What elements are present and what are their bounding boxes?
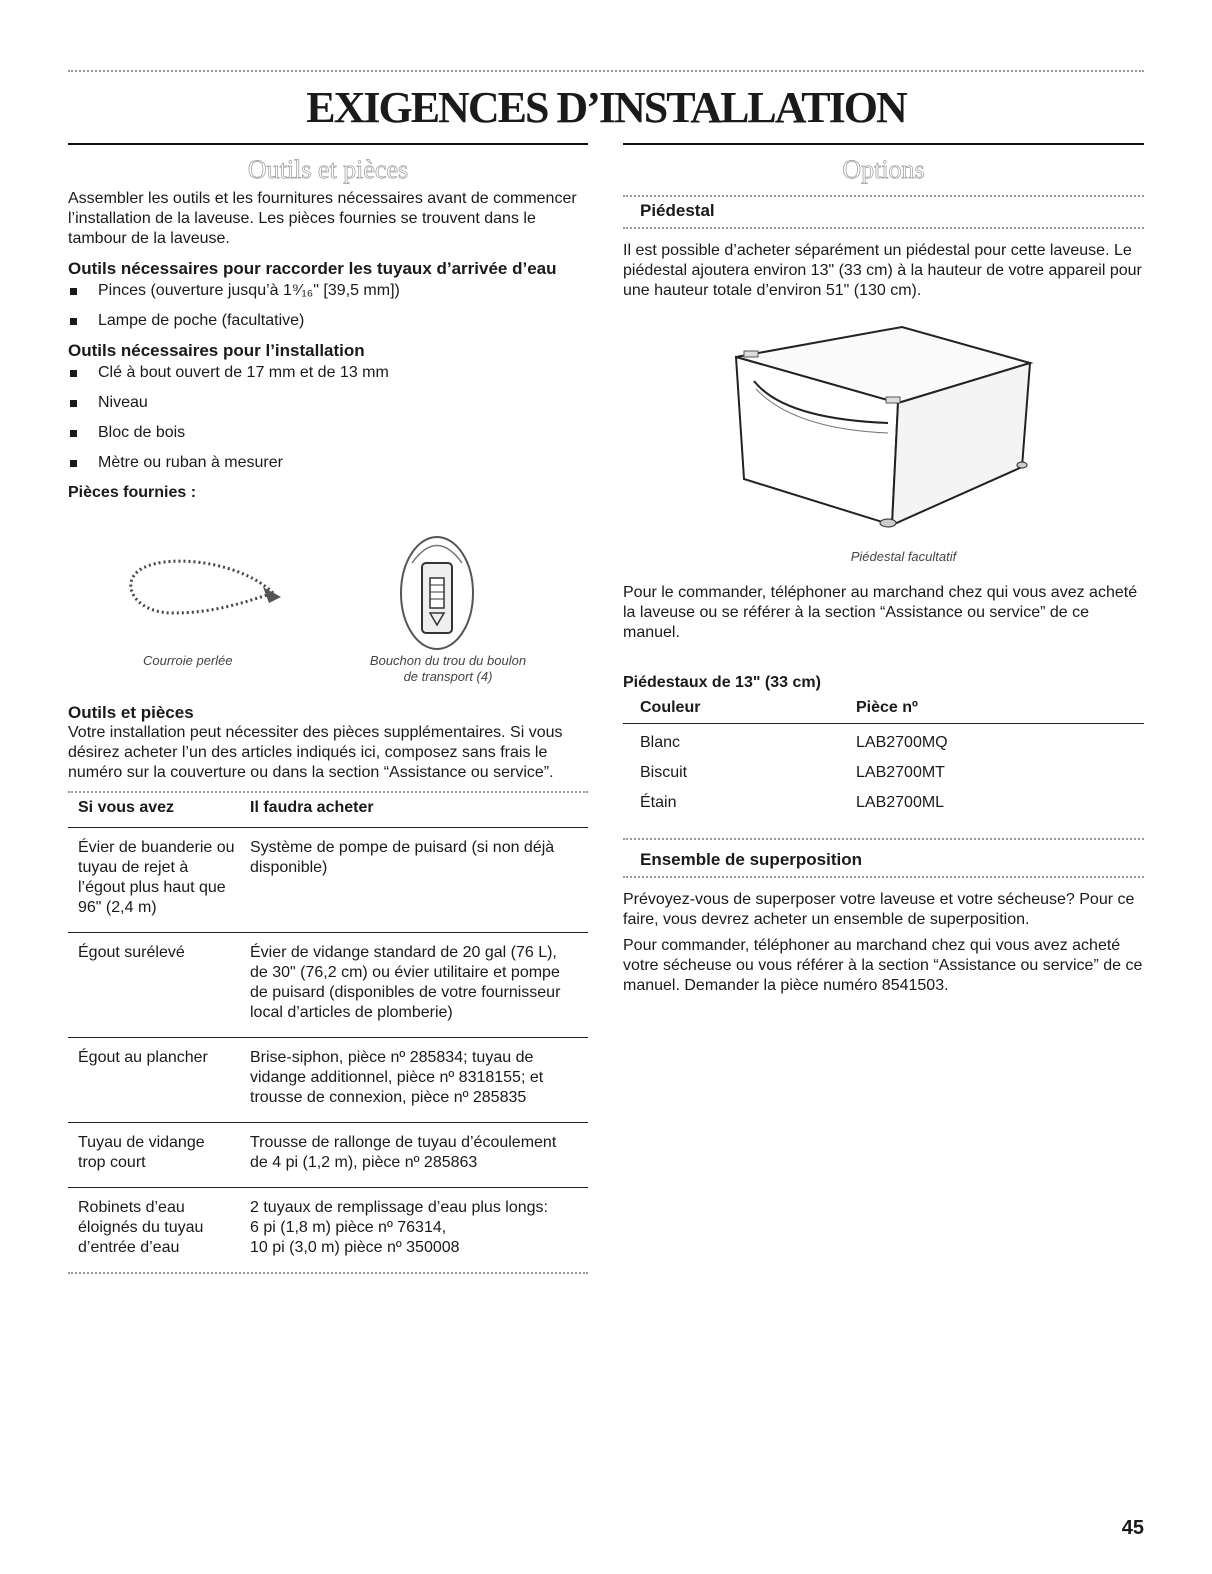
- table-cell: LAB2700MQ: [856, 734, 948, 751]
- top-dotted-rule: [68, 70, 1144, 72]
- left-top-rule: [68, 143, 588, 145]
- table-cell: LAB2700MT: [856, 764, 945, 781]
- beaded-strap-caption: Courroie perlée: [143, 653, 233, 668]
- right-column: [623, 143, 1144, 996]
- table-cell: Robinets d’eau éloignés du tuyau d’entrée d’eau: [78, 1199, 204, 1256]
- bolt-plug-caption: [348, 653, 548, 685]
- bullet-icon: [70, 400, 77, 407]
- table-row: [623, 784, 1144, 814]
- list-item: [68, 281, 588, 301]
- list-item-text: Mètre ou ruban à mesurer: [98, 454, 283, 471]
- parts-table: [68, 793, 588, 1272]
- table-cell: 2 tuyaux de remplissage d’eau plus longs: 6 pi (1,8 m) pièce nº 76314, 10 pi (3,0 m) pièce nº 350008: [250, 1199, 548, 1256]
- table-header: Pièce nº: [839, 693, 1144, 724]
- order-text: Pour le commander, téléphoner au marchand chez qui vous avez acheté la laveuse ou se référer à la section “Assistance ou service” de ce manuel.: [623, 584, 1138, 641]
- stack-bottom-dotted-rule: [623, 876, 1144, 878]
- table-header: Couleur: [623, 693, 839, 724]
- install-tools-heading: Outils nécessaires pour l’installation: [68, 341, 365, 360]
- left-column: [68, 143, 588, 1274]
- tools-parts-subheading: Outils et pièces: [68, 703, 194, 722]
- list-item-text: Lampe de poche (facultative): [98, 312, 305, 329]
- pedestal-illustration: [724, 319, 1044, 539]
- intro-text: Assembler les outils et les fournitures nécessaires avant de commencer l’installation de la laveuse. Les pièces fournies se trouvent dans le tambour de la laveuse.: [68, 190, 577, 247]
- pedestals-table: [623, 693, 1144, 814]
- table-row: [68, 933, 588, 1038]
- table-cell: Évier de buanderie ou tuyau de rejet à l’égout plus haut que 96" (2,4 m): [68, 828, 240, 933]
- table-bottom-dotted-rule: [68, 1272, 588, 1274]
- bullet-icon: [70, 318, 77, 325]
- water-tools-heading: Outils nécessaires pour raccorder les tuyaux d’arrivée d’eau: [68, 259, 557, 278]
- stacking-text-2: Pour commander, téléphoner au marchand chez qui vous avez acheté votre sécheuse ou vous référer à la section “Assistance ou service” de ce manuel. Demander la pièce numéro 8541503.: [623, 937, 1143, 994]
- table-row: [68, 1188, 588, 1273]
- page-number: 45: [1121, 1517, 1144, 1539]
- table-row: [68, 1123, 588, 1188]
- list-item: [68, 423, 588, 443]
- options-heading: Options: [842, 155, 925, 184]
- table-cell: Égout surélevé: [68, 933, 240, 1038]
- parts-supplied-heading: Pièces fournies :: [68, 484, 197, 501]
- stacking-text-1: Prévoyez-vous de superposer votre laveuse et votre sécheuse? Pour ce faire, vous devrez acheter un ensemble de superposition.: [623, 891, 1135, 928]
- list-item: [68, 453, 588, 473]
- table-row: [68, 1038, 588, 1123]
- list-item-text: Clé à bout ouvert de 17 mm et de 13 mm: [98, 364, 389, 381]
- parts-figures: [68, 503, 588, 683]
- bolt-plug-caption-line1: Bouchon du trou du boulon: [369, 653, 527, 668]
- pedestals-table-heading: Piédestaux de 13" (33 cm): [623, 674, 821, 691]
- table-header: Il faudra acheter: [240, 793, 588, 828]
- table-cell: Blanc: [640, 734, 681, 751]
- table-row: [623, 754, 1144, 784]
- stacking-kit-heading: Ensemble de superposition: [640, 850, 862, 869]
- table-cell: Biscuit: [640, 764, 688, 781]
- right-top-rule: [623, 143, 1144, 145]
- table-header: Si vous avez: [68, 793, 240, 828]
- table-header-row: [623, 693, 1144, 724]
- transport-bolt-plug-illustration: [392, 523, 482, 653]
- table-cell: Égout au plancher: [68, 1038, 240, 1123]
- pedestal-heading: Piédestal: [640, 201, 715, 220]
- beaded-strap-illustration: [113, 543, 283, 643]
- pedestal-text: Il est possible d’acheter séparément un piédestal pour cette laveuse. Le piédestal ajoutera environ 13" (33 cm) à la hauteur de votre appareil pour une hauteur totale d’environ 51" (130 cm).: [623, 242, 1142, 299]
- bullet-icon: [70, 430, 77, 437]
- bullet-icon: [70, 288, 77, 295]
- install-tools-list: [68, 363, 588, 473]
- list-item: [68, 311, 588, 331]
- pedestal-bottom-dotted-rule: [623, 227, 1144, 229]
- list-item: [68, 393, 588, 413]
- bolt-plug-caption-line2: de transport (4): [403, 669, 493, 684]
- table-row: [623, 724, 1144, 755]
- list-item-text: Bloc de bois: [98, 424, 186, 441]
- pedestal-caption: Piédestal facultatif: [850, 549, 957, 564]
- page-title: EXIGENCES D’INSTALLATION: [306, 83, 906, 132]
- list-item-text: Pinces (ouverture jusqu’à 1⁹⁄₁₆" [39,5 mm]): [98, 282, 400, 299]
- table-cell: LAB2700ML: [856, 794, 945, 811]
- tools-parts-text: Votre installation peut nécessiter des pièces supplémentaires. Si vous désirez acheter l’un des articles indiqués ici, composez sans frais le numéro sur la couverture ou dans la section “Assistance ou service”.: [68, 724, 563, 781]
- table-cell: Étain: [640, 794, 677, 811]
- bullet-icon: [70, 460, 77, 467]
- table-cell: Trousse de rallonge de tuyau d’écoulement de 4 pi (1,2 m), pièce nº 285863: [240, 1123, 588, 1188]
- table-cell: Tuyau de vidange trop court: [68, 1123, 240, 1188]
- tools-parts-heading: Outils et pièces: [247, 155, 409, 184]
- bullet-icon: [70, 370, 77, 377]
- table-cell: Brise-siphon, pièce nº 285834; tuyau de vidange additionnel, pièce nº 8318155; et trousse de connexion, pièce nº 285835: [240, 1038, 588, 1123]
- table-header-row: [68, 793, 588, 828]
- table-row: [68, 828, 588, 933]
- list-item: [68, 363, 588, 383]
- list-item-text: Niveau: [98, 394, 148, 411]
- table-cell: Système de pompe de puisard (si non déjà disponible): [240, 828, 588, 933]
- table-cell: Évier de vidange standard de 20 gal (76 L), de 30" (76,2 cm) ou évier utilitaire et pompe de puisard (disponibles de votre fournisseur local d’articles de plomberie): [240, 933, 588, 1038]
- water-tools-list: [68, 281, 588, 331]
